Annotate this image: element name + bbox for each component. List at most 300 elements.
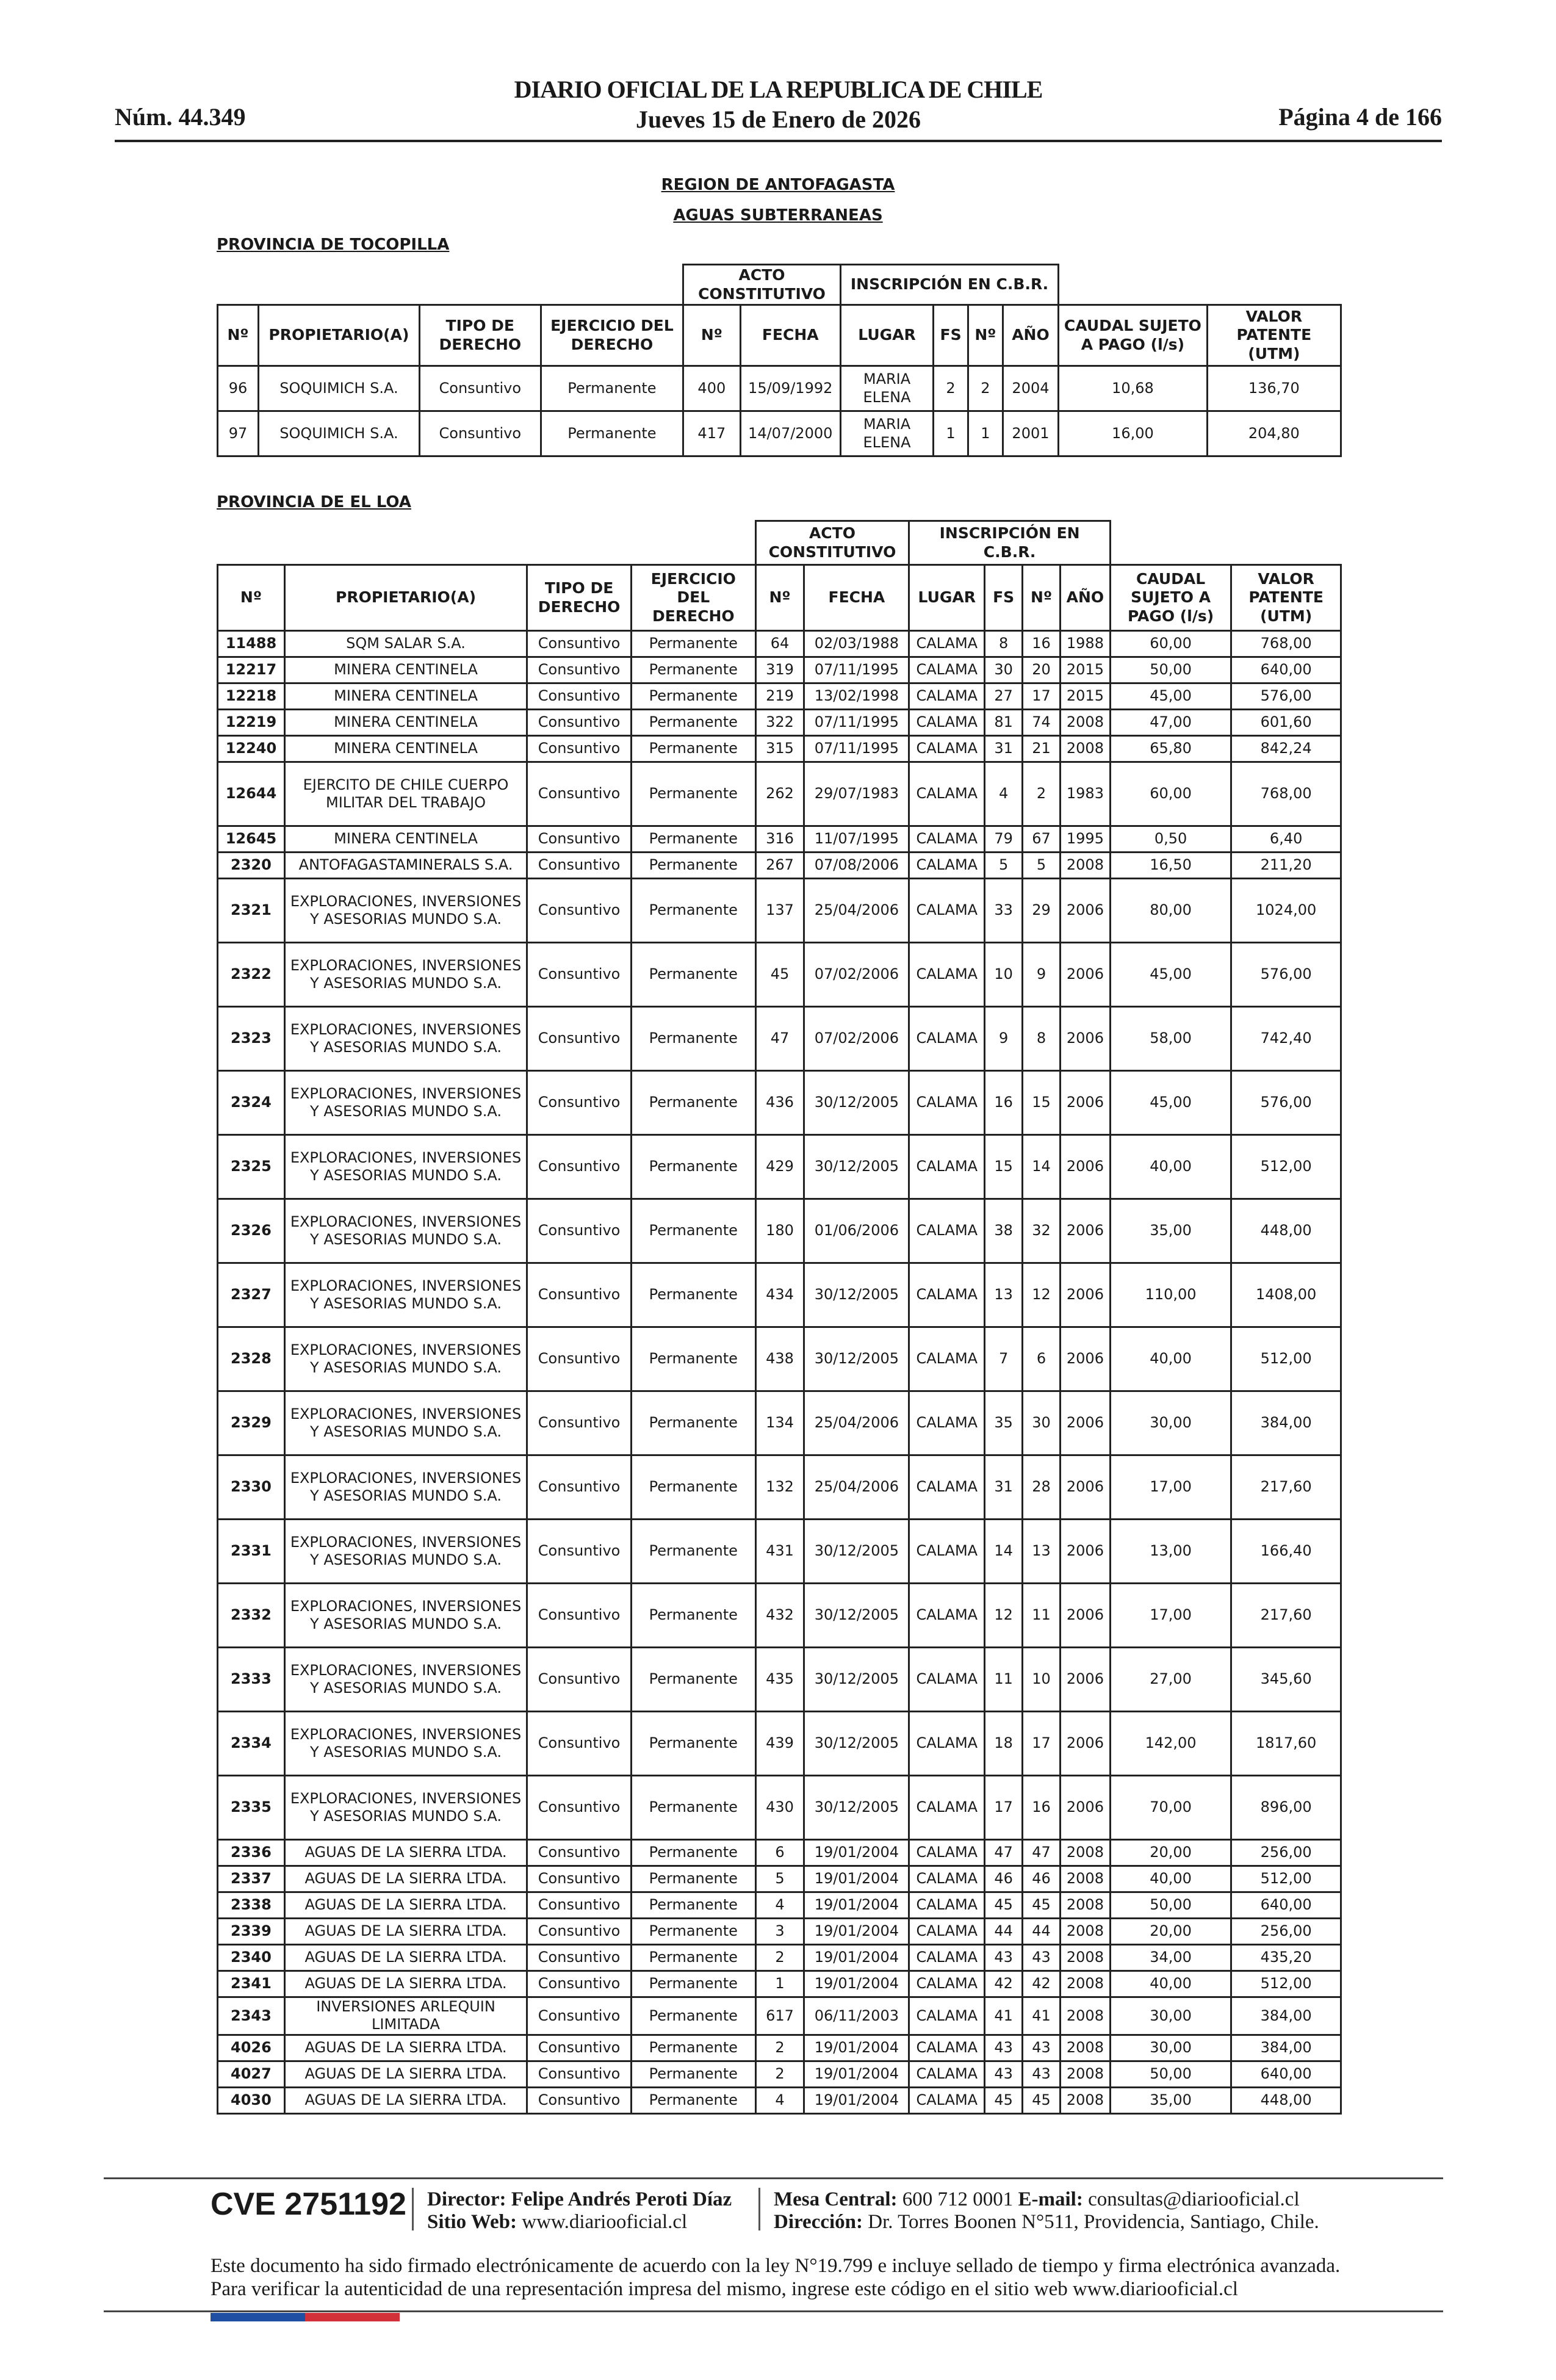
cell-valor-patente: 842,24	[1231, 736, 1341, 762]
col-ejercicio: EJERCICIO DEL DERECHO	[631, 565, 755, 631]
col-valor-patente: VALOR PATENTE (UTM)	[1207, 305, 1341, 366]
email-link[interactable]: consultas@diariooficial.cl	[1088, 2188, 1300, 2210]
cell-caudal: 45,00	[1110, 1071, 1231, 1135]
cell-fs: 43	[985, 2035, 1023, 2061]
cell-numero: 2325	[218, 1135, 285, 1199]
cell-ejercicio: Permanente	[631, 2035, 755, 2061]
cell-caudal: 20,00	[1110, 1919, 1231, 1945]
cell-anio: 2008	[1060, 1945, 1110, 1971]
cell-fs: 15	[985, 1135, 1023, 1199]
cell-propietario: EXPLORACIONES, INVERSIONES Y ASESORIAS MUNDO S.A.	[284, 1391, 527, 1455]
cve-code: CVE 2751192	[211, 2187, 406, 2222]
cell-caudal: 0,50	[1110, 826, 1231, 853]
cell-ejercicio: Permanente	[631, 1945, 755, 1971]
cell-propietario: EXPLORACIONES, INVERSIONES Y ASESORIAS MUNDO S.A.	[284, 1455, 527, 1520]
cell-propietario: AGUAS DE LA SIERRA LTDA.	[284, 1971, 527, 1997]
table-row	[218, 683, 1341, 710]
cell-insc-numero: 15	[1023, 1071, 1061, 1135]
cell-ejercicio: Permanente	[631, 1071, 755, 1135]
el-loa-table-body	[218, 631, 1341, 2114]
cell-acto-numero: 180	[755, 1199, 804, 1263]
table-row	[218, 2087, 1341, 2113]
cell-numero: 2321	[218, 879, 285, 943]
cell-numero: 4030	[218, 2087, 285, 2113]
cell-acto-numero: 434	[755, 1263, 804, 1327]
cell-propietario: EXPLORACIONES, INVERSIONES Y ASESORIAS MUNDO S.A.	[284, 1007, 527, 1071]
cell-ejercicio: Permanente	[631, 879, 755, 943]
cell-tipo-derecho: Consuntivo	[527, 1648, 632, 1712]
col-fs: FS	[934, 305, 968, 366]
cell-caudal: 20,00	[1110, 1840, 1231, 1866]
table-row	[218, 1919, 1341, 1945]
cell-anio: 2006	[1060, 1135, 1110, 1199]
cell-anio: 2008	[1060, 1892, 1110, 1919]
cell-anio: 2006	[1060, 1776, 1110, 1840]
cell-fs: 8	[985, 631, 1023, 657]
cell-ejercicio: Permanente	[631, 943, 755, 1007]
cell-tipo-derecho: Consuntivo	[527, 2061, 632, 2087]
cell-valor-patente: 1408,00	[1231, 1263, 1341, 1327]
cell-ejercicio: Permanente	[631, 1199, 755, 1263]
cell-valor-patente: 640,00	[1231, 2061, 1341, 2087]
cell-acto-numero: 432	[755, 1584, 804, 1648]
table-row	[218, 879, 1341, 943]
cell-caudal: 60,00	[1110, 762, 1231, 826]
cell-fs: 46	[985, 1866, 1023, 1892]
table-row	[218, 2061, 1341, 2087]
header-center	[115, 75, 1442, 134]
cell-numero: 2332	[218, 1584, 285, 1648]
cell-numero: 2335	[218, 1776, 285, 1840]
mesa-label: Mesa Central:	[774, 2188, 898, 2210]
table-row	[218, 710, 1341, 736]
cell-anio: 2008	[1060, 1971, 1110, 1997]
cell-tipo-derecho: Consuntivo	[527, 853, 632, 879]
cell-fecha: 19/01/2004	[804, 1919, 909, 1945]
cell-propietario: AGUAS DE LA SIERRA LTDA.	[284, 1840, 527, 1866]
group-acto-constitutivo: ACTO CONSTITUTIVO	[683, 265, 841, 305]
cell-valor-patente: 136,70	[1207, 366, 1341, 411]
footer-top-rule	[104, 2177, 1443, 2179]
cell-tipo-derecho: Consuntivo	[419, 366, 541, 411]
cell-insc-numero: 17	[1023, 683, 1061, 710]
director-name: Felipe Andrés Peroti Díaz	[511, 2188, 732, 2210]
table-row	[218, 853, 1341, 879]
cell-fs: 47	[985, 1840, 1023, 1866]
region-title: REGION DE ANTOFAGASTA	[661, 176, 895, 194]
cell-caudal: 35,00	[1110, 2087, 1231, 2113]
cell-acto-numero: 438	[755, 1327, 804, 1391]
cell-ejercicio: Permanente	[631, 2061, 755, 2087]
cell-propietario: EXPLORACIONES, INVERSIONES Y ASESORIAS MUNDO S.A.	[284, 1584, 527, 1648]
cell-propietario: AGUAS DE LA SIERRA LTDA.	[284, 1945, 527, 1971]
site-link[interactable]: www.diariooficial.cl	[522, 2210, 688, 2233]
cell-insc-numero: 74	[1023, 710, 1061, 736]
cell-insc-numero: 28	[1023, 1455, 1061, 1520]
cell-fs: 16	[985, 1071, 1023, 1135]
address-label: Dirección:	[774, 2210, 863, 2233]
cell-fecha: 19/01/2004	[804, 1840, 909, 1866]
cell-acto-numero: 2	[755, 1945, 804, 1971]
cell-fecha: 02/03/1988	[804, 631, 909, 657]
cell-fs: 5	[985, 853, 1023, 879]
col-numero: Nº	[218, 565, 285, 631]
cell-numero: 2340	[218, 1945, 285, 1971]
table-row	[218, 1071, 1341, 1135]
cell-fs: 43	[985, 2061, 1023, 2087]
cell-fecha: 30/12/2005	[804, 1648, 909, 1712]
cell-lugar: CALAMA	[909, 1391, 985, 1455]
cell-lugar: CALAMA	[909, 2035, 985, 2061]
cell-insc-numero: 43	[1023, 2035, 1061, 2061]
cell-valor-patente: 217,60	[1231, 1455, 1341, 1520]
cell-valor-patente: 512,00	[1231, 1135, 1341, 1199]
cell-ejercicio: Permanente	[631, 1327, 755, 1391]
cell-numero: 2324	[218, 1071, 285, 1135]
table-row	[218, 1971, 1341, 1997]
cell-fecha: 07/02/2006	[804, 943, 909, 1007]
cell-tipo-derecho: Consuntivo	[527, 1997, 632, 2035]
footer-bottom-rule	[104, 2310, 1443, 2312]
table-row	[218, 1007, 1341, 1071]
mesa-phone: 600 712 0001	[902, 2188, 1014, 2210]
cell-fecha: 19/01/2004	[804, 1971, 909, 1997]
cell-ejercicio: Permanente	[631, 1997, 755, 2035]
cell-insc-numero: 8	[1023, 1007, 1061, 1071]
cell-propietario: SOQUIMICH S.A.	[258, 366, 419, 411]
cell-caudal: 50,00	[1110, 2061, 1231, 2087]
cell-fecha: 14/07/2000	[740, 411, 840, 456]
cell-valor-patente: 512,00	[1231, 1971, 1341, 1997]
cell-propietario: MINERA CENTINELA	[284, 710, 527, 736]
cell-insc-numero: 20	[1023, 657, 1061, 683]
cell-acto-numero: 435	[755, 1648, 804, 1712]
cell-propietario: MINERA CENTINELA	[284, 683, 527, 710]
table-row	[218, 1391, 1341, 1455]
cell-insc-numero: 16	[1023, 1776, 1061, 1840]
cell-anio: 1995	[1060, 826, 1110, 853]
cell-propietario: ANTOFAGASTAMINERALS S.A.	[284, 853, 527, 879]
cell-acto-numero: 319	[755, 657, 804, 683]
cell-valor-patente: 1817,60	[1231, 1712, 1341, 1776]
cell-insc-numero: 2	[968, 366, 1003, 411]
cell-tipo-derecho: Consuntivo	[527, 1712, 632, 1776]
cell-numero: 2323	[218, 1007, 285, 1071]
flag-stripe-red	[305, 2313, 400, 2321]
cell-propietario: EJERCITO DE CHILE CUERPO MILITAR DEL TRABAJO	[284, 762, 527, 826]
cell-fecha: 30/12/2005	[804, 1135, 909, 1199]
cell-acto-numero: 2	[755, 2035, 804, 2061]
cell-tipo-derecho: Consuntivo	[527, 2087, 632, 2113]
cell-anio: 2008	[1060, 1997, 1110, 2035]
cell-lugar: CALAMA	[909, 1971, 985, 1997]
cell-caudal: 40,00	[1110, 1327, 1231, 1391]
cell-fs: 31	[985, 1455, 1023, 1520]
cell-fs: 45	[985, 1892, 1023, 1919]
col-anio: AÑO	[1060, 565, 1110, 631]
cell-ejercicio: Permanente	[631, 683, 755, 710]
cell-propietario: AGUAS DE LA SIERRA LTDA.	[284, 2035, 527, 2061]
cell-ejercicio: Permanente	[631, 1520, 755, 1584]
cell-insc-numero: 17	[1023, 1712, 1061, 1776]
cell-caudal: 110,00	[1110, 1263, 1231, 1327]
cell-fs: 31	[985, 736, 1023, 762]
cell-ejercicio: Permanente	[631, 631, 755, 657]
cell-tipo-derecho: Consuntivo	[527, 1263, 632, 1327]
col-ejercicio: EJERCICIO DEL DERECHO	[541, 305, 683, 366]
cell-lugar: CALAMA	[909, 1712, 985, 1776]
cell-fecha: 07/11/1995	[804, 736, 909, 762]
table-row	[218, 1945, 1341, 1971]
cell-caudal: 35,00	[1110, 1199, 1231, 1263]
cell-fs: 14	[985, 1520, 1023, 1584]
cell-fecha: 25/04/2006	[804, 879, 909, 943]
cell-valor-patente: 256,00	[1231, 1840, 1341, 1866]
cell-caudal: 45,00	[1110, 683, 1231, 710]
cell-tipo-derecho: Consuntivo	[527, 1199, 632, 1263]
cell-numero: 2334	[218, 1712, 285, 1776]
cell-tipo-derecho: Consuntivo	[527, 1135, 632, 1199]
cell-fs: 1	[934, 411, 968, 456]
cell-anio: 2006	[1060, 1391, 1110, 1455]
col-fs: FS	[985, 565, 1023, 631]
cell-valor-patente: 576,00	[1231, 1071, 1341, 1135]
cell-valor-patente: 448,00	[1231, 1199, 1341, 1263]
cell-fs: 4	[985, 762, 1023, 826]
cell-numero: 4027	[218, 2061, 285, 2087]
cell-ejercicio: Permanente	[631, 736, 755, 762]
cell-fecha: 30/12/2005	[804, 1327, 909, 1391]
cell-tipo-derecho: Consuntivo	[419, 411, 541, 456]
cell-propietario: AGUAS DE LA SIERRA LTDA.	[284, 1919, 527, 1945]
cell-anio: 2008	[1060, 2061, 1110, 2087]
table-row	[218, 411, 1341, 456]
cell-anio: 2006	[1060, 1327, 1110, 1391]
cell-propietario: EXPLORACIONES, INVERSIONES Y ASESORIAS MUNDO S.A.	[284, 943, 527, 1007]
cell-tipo-derecho: Consuntivo	[527, 1584, 632, 1648]
cell-valor-patente: 576,00	[1231, 943, 1341, 1007]
table-row	[218, 1263, 1341, 1327]
footer-director-block	[427, 2188, 732, 2234]
cell-tipo-derecho: Consuntivo	[527, 826, 632, 853]
cell-tipo-derecho: Consuntivo	[527, 1866, 632, 1892]
cell-tipo-derecho: Consuntivo	[527, 1455, 632, 1520]
cell-tipo-derecho: Consuntivo	[527, 1327, 632, 1391]
table-row	[218, 1648, 1341, 1712]
cell-lugar: CALAMA	[909, 943, 985, 1007]
cell-ejercicio: Permanente	[631, 1971, 755, 1997]
cell-caudal: 40,00	[1110, 1135, 1231, 1199]
cell-fecha: 30/12/2005	[804, 1712, 909, 1776]
page-number: Página 4 de 166	[1278, 103, 1442, 131]
cell-fs: 44	[985, 1919, 1023, 1945]
col-fecha: FECHA	[804, 565, 909, 631]
col-tipo-derecho: TIPO DE DERECHO	[419, 305, 541, 366]
cell-insc-numero: 1	[968, 411, 1003, 456]
cell-insc-numero: 41	[1023, 1997, 1061, 2035]
province-el-loa-title: PROVINCIA DE EL LOA	[217, 493, 411, 511]
cell-lugar: CALAMA	[909, 1007, 985, 1071]
cell-caudal: 30,00	[1110, 2035, 1231, 2061]
cell-tipo-derecho: Consuntivo	[527, 1971, 632, 1997]
cell-numero: 11488	[218, 631, 285, 657]
cell-ejercicio: Permanente	[631, 1391, 755, 1455]
cell-tipo-derecho: Consuntivo	[527, 762, 632, 826]
cell-valor-patente: 217,60	[1231, 1584, 1341, 1648]
cell-acto-numero: 400	[683, 366, 740, 411]
cell-numero: 2326	[218, 1199, 285, 1263]
cell-anio: 2015	[1060, 657, 1110, 683]
cell-propietario: MINERA CENTINELA	[284, 736, 527, 762]
cell-insc-numero: 43	[1023, 2061, 1061, 2087]
cell-propietario: MINERA CENTINELA	[284, 826, 527, 853]
cell-numero: 97	[218, 411, 259, 456]
footer-contact-block	[774, 2188, 1319, 2234]
col-acto-numero: Nº	[683, 305, 740, 366]
cell-tipo-derecho: Consuntivo	[527, 1391, 632, 1455]
cell-acto-numero: 132	[755, 1455, 804, 1520]
cell-lugar: CALAMA	[909, 631, 985, 657]
cell-numero: 2333	[218, 1648, 285, 1712]
cell-anio: 2006	[1060, 879, 1110, 943]
col-propietario: PROPIETARIO(A)	[258, 305, 419, 366]
cell-fecha: 01/06/2006	[804, 1199, 909, 1263]
cell-propietario: AGUAS DE LA SIERRA LTDA.	[284, 1866, 527, 1892]
issue-date: Jueves 15 de Enero de 2026	[635, 106, 921, 133]
cell-lugar: CALAMA	[909, 826, 985, 853]
cell-lugar: MARIA ELENA	[840, 366, 933, 411]
cell-acto-numero: 262	[755, 762, 804, 826]
cell-fecha: 30/12/2005	[804, 1520, 909, 1584]
cell-valor-patente: 601,60	[1231, 710, 1341, 736]
table-row	[218, 1520, 1341, 1584]
cell-ejercicio: Permanente	[631, 1840, 755, 1866]
cell-tipo-derecho: Consuntivo	[527, 1007, 632, 1071]
table-row	[218, 1776, 1341, 1840]
cell-valor-patente: 512,00	[1231, 1866, 1341, 1892]
cell-numero: 2341	[218, 1971, 285, 1997]
cell-fecha: 07/11/1995	[804, 710, 909, 736]
cell-insc-numero: 32	[1023, 1199, 1061, 1263]
cell-tipo-derecho: Consuntivo	[527, 879, 632, 943]
cell-insc-numero: 45	[1023, 1892, 1061, 1919]
cell-anio: 2006	[1060, 1007, 1110, 1071]
cell-acto-numero: 219	[755, 683, 804, 710]
cell-fecha: 13/02/1998	[804, 683, 909, 710]
col-fecha: FECHA	[740, 305, 840, 366]
group-inscripcion-cbr: INSCRIPCIÓN EN C.B.R.	[909, 521, 1111, 565]
cell-ejercicio: Permanente	[541, 366, 683, 411]
cell-valor-patente: 256,00	[1231, 1919, 1341, 1945]
cell-fecha: 07/02/2006	[804, 1007, 909, 1071]
cell-lugar: CALAMA	[909, 1648, 985, 1712]
cell-acto-numero: 134	[755, 1391, 804, 1455]
cell-anio: 2008	[1060, 1840, 1110, 1866]
cell-anio: 2006	[1060, 943, 1110, 1007]
table-row	[218, 1866, 1341, 1892]
footer-divider	[412, 2188, 414, 2230]
table-row	[218, 1584, 1341, 1648]
cell-insc-numero: 44	[1023, 1919, 1061, 1945]
issue-number: Núm. 44.349	[115, 103, 246, 131]
cell-fs: 10	[985, 943, 1023, 1007]
cell-anio: 2006	[1060, 1584, 1110, 1648]
cell-caudal: 30,00	[1110, 1997, 1231, 2035]
cell-tipo-derecho: Consuntivo	[527, 710, 632, 736]
cell-lugar: CALAMA	[909, 1997, 985, 2035]
cell-acto-numero: 4	[755, 1892, 804, 1919]
cell-insc-numero: 9	[1023, 943, 1061, 1007]
cell-tipo-derecho: Consuntivo	[527, 1071, 632, 1135]
cell-ejercicio: Permanente	[631, 1584, 755, 1648]
cell-lugar: CALAMA	[909, 853, 985, 879]
cell-propietario: MINERA CENTINELA	[284, 657, 527, 683]
cell-tipo-derecho: Consuntivo	[527, 657, 632, 683]
cell-acto-numero: 617	[755, 1997, 804, 2035]
cell-insc-numero: 42	[1023, 1971, 1061, 1997]
table-row	[218, 631, 1341, 657]
table-row	[218, 762, 1341, 826]
cell-caudal: 17,00	[1110, 1455, 1231, 1520]
cell-fs: 18	[985, 1712, 1023, 1776]
cell-insc-numero: 11	[1023, 1584, 1061, 1648]
cell-fs: 45	[985, 2087, 1023, 2113]
subsection-title: AGUAS SUBTERRANEAS	[673, 206, 883, 225]
cell-ejercicio: Permanente	[541, 411, 683, 456]
cell-caudal: 45,00	[1110, 943, 1231, 1007]
cell-numero: 2320	[218, 853, 285, 879]
cell-acto-numero: 436	[755, 1071, 804, 1135]
cell-insc-numero: 10	[1023, 1648, 1061, 1712]
cell-ejercicio: Permanente	[631, 1263, 755, 1327]
tocopilla-table	[217, 264, 1342, 457]
cell-tipo-derecho: Consuntivo	[527, 2035, 632, 2061]
tocopilla-table-body	[218, 366, 1341, 456]
cell-valor-patente: 384,00	[1231, 2035, 1341, 2061]
province-tocopilla-title: PROVINCIA DE TOCOPILLA	[217, 236, 450, 254]
col-acto-numero: Nº	[755, 565, 804, 631]
cell-valor-patente: 742,40	[1231, 1007, 1341, 1071]
cell-valor-patente: 640,00	[1231, 657, 1341, 683]
cell-fecha: 30/12/2005	[804, 1263, 909, 1327]
table-row	[218, 1199, 1341, 1263]
cell-numero: 2339	[218, 1919, 285, 1945]
cell-fecha: 15/09/1992	[740, 366, 840, 411]
table-row	[218, 736, 1341, 762]
cell-caudal: 10,68	[1059, 366, 1208, 411]
cell-acto-numero: 137	[755, 879, 804, 943]
cell-fs: 35	[985, 1391, 1023, 1455]
cell-insc-numero: 16	[1023, 631, 1061, 657]
cell-caudal: 50,00	[1110, 657, 1231, 683]
cell-lugar: CALAMA	[909, 762, 985, 826]
cell-anio: 2006	[1060, 1455, 1110, 1520]
cell-fecha: 19/01/2004	[804, 2035, 909, 2061]
cell-propietario: EXPLORACIONES, INVERSIONES Y ASESORIAS MUNDO S.A.	[284, 1712, 527, 1776]
cell-fecha: 19/01/2004	[804, 1892, 909, 1919]
cell-valor-patente: 896,00	[1231, 1776, 1341, 1840]
cell-valor-patente: 435,20	[1231, 1945, 1341, 1971]
cell-fecha: 11/07/1995	[804, 826, 909, 853]
cell-ejercicio: Permanente	[631, 1892, 755, 1919]
cell-insc-numero: 13	[1023, 1520, 1061, 1584]
cell-ejercicio: Permanente	[631, 1455, 755, 1520]
cell-acto-numero: 64	[755, 631, 804, 657]
cell-lugar: CALAMA	[909, 1327, 985, 1391]
cell-tipo-derecho: Consuntivo	[527, 1520, 632, 1584]
cell-lugar: CALAMA	[909, 1199, 985, 1263]
cell-valor-patente: 384,00	[1231, 1391, 1341, 1455]
